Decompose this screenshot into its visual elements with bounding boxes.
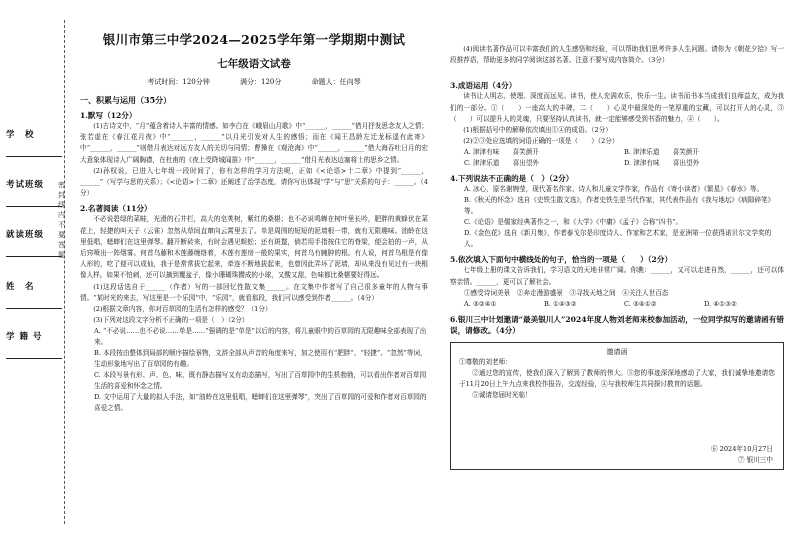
student-id-field[interactable] — [6, 330, 62, 359]
option-c: C. 本段写景有形、声、色、味，既有静态描写又有动态描写，写出了百草园中的生机勃勃，可以看出作者对百草园生活的喜爱和怀念之情。 — [94, 371, 427, 391]
exam-time: 考试时间：120分钟 — [147, 78, 210, 86]
q5-option-c: C. ③④①② — [624, 299, 657, 308]
question-1-heading: 1.默写（12分） — [80, 111, 137, 120]
binding-strip — [0, 0, 74, 544]
study-class-label: 就读班级 — [6, 230, 45, 240]
question-2-sub-2: (2)根据文章内容，你对百草园的生活有怎样的感受？（1分） — [93, 305, 272, 314]
student-id-label: 学 籍 号 — [6, 332, 43, 342]
question-3-heading: 3.成语运用（4分） — [450, 81, 517, 91]
q5-option-d: D. ④①③② — [704, 299, 737, 308]
school-input-line[interactable] — [6, 143, 62, 157]
study-class-field[interactable] — [6, 228, 62, 257]
exam-score: 满分：120分 — [240, 78, 282, 86]
letter-body-2: ⑤诚请您届时光临！ — [472, 391, 532, 400]
question-2-sub-1: (1)这段话选自于______（作者）写的一部回忆性散文集______。在文集中作者写了自己很多童年的人物与事情。“某时光的来去，写这里是一个乐园”中，“乐园”，就看那段，我们可以感受到作者______。（4分） — [80, 282, 428, 302]
question-3-options-row-1 — [450, 147, 784, 158]
question-5-heading: 5.依次填入下面句中横线处的句子，恰当的一项是（ ）（2分） — [450, 255, 673, 265]
option-b: B. 本段按由整体到局部的顺序描绘景物，文辞全部从声音的角度来写，加之使用有“肥胖”、“轻捷”、“忽然”等词，生动形象地写出了百草园的有趣。 — [94, 349, 427, 369]
right-column — [450, 44, 784, 470]
letter-greeting: ①尊敬的刘老师： — [459, 357, 512, 366]
exam-class-field[interactable] — [6, 178, 62, 207]
q4-option-a: A. 冰心，原名谢婉莹，现代著名作家、诗人和儿童文学作家，作品有《寄小读者》《繁星》《春水》等。 — [464, 185, 764, 194]
exam-title: 银川市第三中学2024—2025学年第一学期期中测试 — [102, 32, 406, 47]
question-4-heading: 4.下列说法不正确的是（ ）（2分） — [450, 174, 574, 184]
school-field[interactable] — [6, 128, 62, 157]
reading-passage: 不必说碧绿的菜畦，光滑的石井栏，高大的皂荚树，紫红的桑椹；也不必说鸣蝉在树叶里长吟，肥胖的黄蜂伏在菜花上，轻捷的叫天子（云雀）忽然从草间直窜向云霄里去了。单是周围的短短的泥墙根一带，就有无限趣味。油蛉在这里低唱，蟋蟀们在这里弹琴。翻开断砖来，有时会遇见蜈蚣；还有斑蝥，倘若用手指按住它的脊梁，便会拍的一声，从后窍喷出一阵烟雾。何首乌藤和木莲藤缠络着，木莲有莲房一般的果实，何首乌有臃肿的根。有人说，何首乌根是有像人形的，吃了便可以成仙，我于是常常拔它起来，牵连不断地拔起来，也曾因此弄坏了泥墙，却从来没有见过有一块根像人样。如果不怕刺，还可以摘到覆盆子，像小珊瑚珠攒成的小球，又酸又甜，色味都比桑椹要好得远。 — [80, 215, 428, 280]
q3-option-d: D. 津津有味 喜出望外 — [624, 159, 700, 168]
study-class-input-line[interactable] — [6, 243, 62, 257]
question-3-sub-2: (2)②③处应选填的词语正确的一项是（ ）（2分） — [463, 137, 619, 146]
q5-option-b: B. ①④③② — [544, 299, 577, 308]
question-3-options-row-2 — [450, 158, 784, 169]
exam-subtitle: 七年级语文试卷 — [217, 58, 291, 70]
question-2-sub-3: (3)下列对这段文字分析不正确的一项是（ ）（2分） — [93, 316, 249, 325]
question-1-part-1: (1)古诗文中，“月”蕴含着诗人丰富的情感。如李白在《峨眉山月歌》中“______，______”借月抒发思念友人之情；张若虚在《春江花月夜》中“_______，______”以月光引发对人生的感悟；而在《闻王昌龄左迁龙标遥有此寄》中“______，______”则借月表达对远方友人的关切与同情；曹操在《观沧海》中“______，______”借大海吞吐日月的宏大意象体现诗人广阔胸襟，在杜甫的《夜上受降城闻笛》中“______，______”借月光表达边塞将士的思乡之情。 — [80, 122, 428, 164]
q4-option-b: B.《秋天的怀念》选自《史铁生散文选》，作者史铁生是当代作家，其代表作品有《我与地坛》《病隙碎笔》等。 — [464, 196, 775, 216]
exam-author: 命题人：任向琴 — [311, 78, 361, 86]
letter-body-1: ②通过您的宣传，使我们深入了解到了教师的伟大。③您的事迹深深地感动了大家，我们诚挚地邀请您于11月20日上午九点来我校作报告，交流经验，④与我校师生共同探讨教育的话题。 — [459, 369, 775, 389]
letter-title: 邀请函 — [606, 347, 628, 356]
q3-option-b: B. 津津乐道 喜笑颜开 — [624, 148, 699, 157]
q3-option-a: A. 津津有味 喜笑颜开 — [464, 148, 539, 157]
question-2-heading: 2.名著阅读（11分） — [80, 204, 152, 214]
name-input-line[interactable] — [6, 295, 62, 309]
question-5-passage: 七年级上册的课文告诉我们，学习语文的天地非常广阔。你瞧：______，又可以走进自然，______，还可以体察亲情。______，更可以了解社会。 — [450, 266, 784, 286]
left-column — [80, 30, 428, 414]
name-field[interactable] — [6, 280, 62, 309]
student-id-input-line[interactable] — [6, 345, 62, 359]
school-label: 学 校 — [6, 130, 35, 140]
q5-option-a: A. ③②④① — [464, 299, 497, 308]
question-5-list: ①感受诗词美景 ②奔走漫游盛景 ③寻找天地之间 ④关注人世百态 — [464, 288, 669, 297]
exam-class-label: 考试班级 — [6, 180, 45, 190]
q3-option-c: C. 津津乐道 喜出望外 — [464, 159, 539, 168]
seal-text: 密封线内不要答题 — [58, 181, 65, 259]
name-label: 姓 名 — [6, 282, 35, 292]
letter-signature: ⑦ 银川三中 — [737, 455, 773, 464]
q4-option-c: C.《论语》是儒家经典著作之一，和《大学》《中庸》《孟子》合称“四书”。 — [464, 218, 683, 227]
question-3-passage: 读书让人明志、使理、深度而远见。读书，使人充满欢乐，快乐一生。读书而书本当成我们良师益友，成为我们的一部分。①（ ）一座高大的丰碑，二（ ）心灵中最深处的一笔厚重的宝藏，可以打开人的心灵，③（ ）可以提升人的灵魂，只要坚持认真读书，就一定能够感受到书香的魅力，④（ ）。 — [450, 92, 784, 123]
option-a: A. “不必说……也不必说……单是……”强调的是“单是”以后的内容，将儿童眼中的百草园的无限趣味全部表现了出来。 — [94, 327, 427, 347]
letter-date: ⑥ 2024年10月27日 — [710, 444, 773, 453]
section-1-heading: 一、积累与运用（35分） — [80, 95, 172, 105]
option-d: D. 文中运用了大量的拟人手法，如“油蛉在这里低唱，蟋蟀们在这里弹琴”，突出了百草园的可爱和作者对百草园的喜爱之情。 — [94, 393, 427, 413]
question-5-options — [450, 299, 784, 310]
question-3-sub-1: (1)根据括号中的解释依次填出①④的成语。（2分） — [463, 126, 612, 135]
question-1-part-2: (2)孙权说，已进入七年级一段时间了，你有怎样的学习方法呢，正如《<论语>十二章》中提到“______，______”（写学与思的关系）；《<论语>十二章》还阐述了治学态度，请你写出体现“学”与“思”关系的句子：______。（4分） — [80, 166, 428, 198]
invitation-letter — [450, 342, 784, 470]
seal-line — [64, 20, 65, 524]
exam-meta — [80, 77, 428, 87]
exam-class-input-line[interactable] — [6, 193, 62, 207]
q4-option-d: D.《金色花》选自《新月集》，作者泰戈尔是印度诗人、作家和艺术家，是亚洲第一位获得诺贝尔文学奖的人。 — [464, 229, 772, 249]
question-6-heading: 6.银川三中计划邀请“最美银川人”2024年度人物刘老师来校参加活动，一位同学拟写的邀请函有错误，请修改。（4分） — [450, 314, 784, 335]
question-2-sub-4: (4)阅读名著作品可以丰富我们的人生感悟和经验，可以帮助我们思考许多人生问题。请你为《朝花夕拾》写一段推荐语，帮助更多的同学阅读这部名著。注意不要写成内容简介。（3分） — [450, 45, 784, 65]
